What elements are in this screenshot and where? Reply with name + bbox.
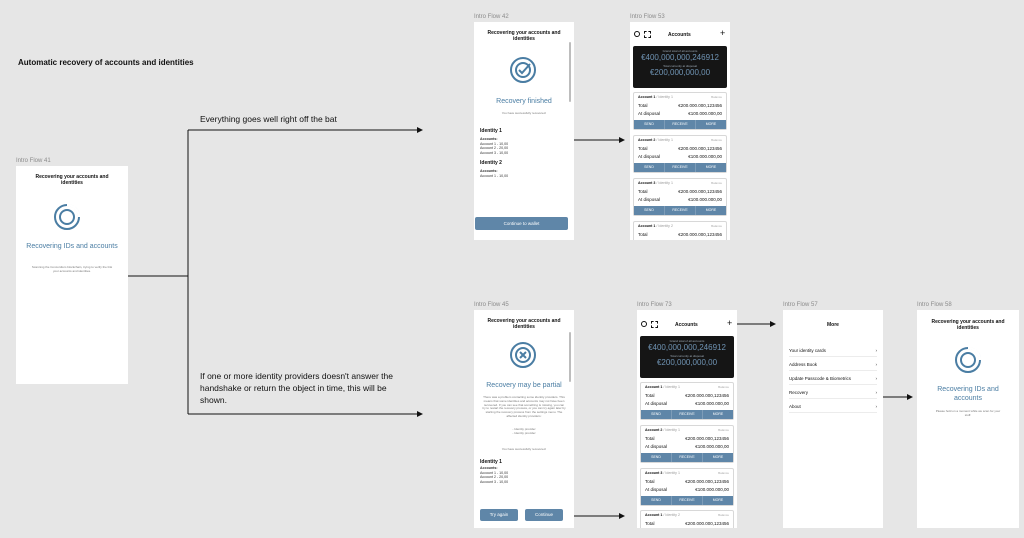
identity-1-accounts: Accounts: Account 1 - 10,00 Account 2 - 20,00 Account 3 - 10,00 [480, 137, 509, 155]
frame-label-42: Intro Flow 42 [474, 14, 509, 20]
identity-1-title: Identity 1 [480, 128, 502, 134]
account-card[interactable]: Account 1 / Identity 2 Balance Total €200.000.000,123456 [640, 510, 734, 528]
recovery-finished-check-icon [508, 55, 538, 85]
more-button[interactable]: MORE [705, 208, 717, 212]
chevron-right-icon: › [875, 376, 877, 381]
send-button[interactable]: SEND [641, 453, 672, 462]
send-button[interactable]: SEND [634, 206, 665, 215]
scan-qr-icon[interactable] [651, 321, 658, 328]
chevron-right-icon: › [875, 390, 877, 395]
screen-header: Recovering your accounts and identities [487, 318, 561, 330]
menu-item-recovery[interactable]: Recovery › [789, 390, 877, 399]
scrollbar[interactable] [569, 332, 571, 382]
receive-button[interactable]: RECEIVE [665, 163, 696, 172]
screen-intro-flow-58 [917, 310, 1019, 528]
account-card[interactable]: Account 1 / Identity 1 Balance Total €200.000.000,123456 At disposal €100.000.000,00 SEND RECEIVE MORE [640, 382, 734, 420]
affected-providers: - Identity provider - Identity provider [512, 427, 536, 435]
status-subtitle: You have successfully recovered: [501, 111, 547, 115]
send-button[interactable]: SEND [634, 163, 665, 172]
identity-2-accounts: Accounts: Account 1 - 10,00 [480, 169, 509, 178]
scrollbar[interactable] [569, 42, 571, 102]
account-card[interactable]: Account 2 / Identity 1 Balance Total €200.000.000,123456 At disposal €100.000.000,00 SEND RECEIVE MORE [633, 135, 727, 173]
screen-header: Recovering your accounts and identities [931, 319, 1005, 331]
status-title: Recovery finished [496, 98, 552, 105]
identity-1-accounts: Accounts: Account 1 - 10,00 Account 2 - 20,00 Account 3 - 10,00 [480, 466, 509, 484]
frame-label-53: Intro Flow 53 [630, 14, 665, 20]
recovering-spinner-icon [52, 202, 82, 232]
identity-1-title: Identity 1 [480, 459, 502, 465]
receive-button[interactable]: RECEIVE [672, 496, 703, 505]
status-subtitle: You have successfully recovered: [501, 447, 547, 451]
chevron-right-icon: › [875, 348, 877, 353]
grand-total-card: Grand total of all accounts €400,000,000,246912 Total currently at disposal €200,000,000,00 [633, 46, 727, 88]
scan-qr-icon[interactable] [644, 31, 651, 38]
grand-total-card: Grand total of all accounts €400,000,000,246912 Total currently at disposal €200,000,000,00 [640, 336, 734, 378]
receive-button[interactable]: RECEIVE [665, 206, 696, 215]
more-button[interactable]: MORE [705, 165, 717, 169]
receive-button[interactable]: RECEIVE [672, 453, 703, 462]
receive-button[interactable]: RECEIVE [672, 410, 703, 419]
accounts-title: Accounts [668, 32, 691, 38]
screen-header: Recovering your accounts and identities [35, 174, 109, 186]
screen-intro-flow-57 [783, 310, 883, 528]
status-title: Recovering IDs and accounts [937, 386, 999, 402]
screen-intro-flow-73 [637, 310, 737, 528]
menu-item-identity-cards[interactable]: Your identity cards › [789, 348, 877, 357]
frame-label-41: Intro Flow 41 [16, 158, 51, 164]
send-button[interactable]: SEND [641, 496, 672, 505]
account-card[interactable]: Account 1 / Identity 1 Balance Total €200.000.000,123456 At disposal €100.000.000,00 SEND RECEIVE MORE [633, 92, 727, 130]
identity-2-title: Identity 2 [480, 160, 502, 166]
send-button[interactable]: SEND [641, 410, 672, 419]
account-card[interactable]: Account 3 / Identity 1 Balance Total €200.000.000,123456 At disposal €100.000.000,00 SEND RECEIVE MORE [633, 178, 727, 216]
add-account-plus-icon[interactable]: + [727, 318, 733, 328]
account-card[interactable]: Account 2 / Identity 1 Balance Total €200.000.000,123456 At disposal €100.000.000,00 SEND RECEIVE MORE [640, 425, 734, 463]
more-button[interactable]: MORE [705, 122, 717, 126]
add-account-plus-icon[interactable]: + [720, 28, 726, 38]
recovery-partial-x-icon [508, 340, 538, 370]
chevron-right-icon: › [875, 404, 877, 409]
more-title: More [827, 322, 839, 328]
screen-header: Recovering your accounts and identities [487, 30, 561, 42]
recovering-spinner-icon [953, 345, 983, 375]
status-subtitle: Please hold on a moment while we scan for your stuff. [935, 409, 1001, 417]
accounts-title: Accounts [675, 322, 698, 328]
status-subtitle: Scanning the Concordium blockchain, trying to verify the link your accounts and identities. [31, 265, 113, 273]
more-button[interactable]: MORE [712, 455, 724, 459]
frame-label-58: Intro Flow 58 [917, 302, 952, 308]
screen-intro-flow-53 [630, 22, 730, 240]
menu-item-address-book[interactable]: Address Book › [789, 362, 877, 371]
continue-to-wallet-button[interactable]: Continue to wallet [475, 217, 568, 230]
more-button[interactable]: MORE [712, 498, 724, 502]
status-title: Recovery may be partial [486, 382, 562, 389]
account-card[interactable]: Account 1 / Identity 2 Balance Total €200.000.000,123456 [633, 221, 727, 240]
annotation-failure: If one or more identity providers doesn't answer the handshake or return the object in time, this will be shown. [200, 371, 393, 405]
menu-item-about[interactable]: About › [789, 404, 877, 413]
screen-intro-flow-45 [474, 310, 574, 528]
frame-label-45: Intro Flow 45 [474, 302, 509, 308]
chevron-right-icon: › [875, 362, 877, 367]
status-title: Recovering IDs and accounts [26, 243, 118, 250]
page-title: Automatic recovery of accounts and identities [18, 58, 194, 67]
frame-label-57: Intro Flow 57 [783, 302, 818, 308]
frame-label-73: Intro Flow 73 [637, 302, 672, 308]
settings-circle-icon[interactable] [641, 321, 647, 327]
more-button[interactable]: MORE [712, 412, 724, 416]
partial-recovery-explanation: There was a problem contacting some identity providers. This means that some identities and accounts may not have been recovered. If you can see that something is missing, you can try to restart the recovery process, or you can try again later by starting the recovery process from the settings menu. The affected identity providers: [482, 395, 566, 418]
settings-circle-icon[interactable] [634, 31, 640, 37]
receive-button[interactable]: RECEIVE [665, 120, 696, 129]
annotation-success: Everything goes well right off the bat [200, 114, 337, 124]
continue-button[interactable]: Continue [525, 509, 563, 521]
menu-item-update-passcode[interactable]: Update Passcode & Biometrics › [789, 376, 877, 385]
screen-intro-flow-42 [474, 22, 574, 240]
screen-intro-flow-41 [16, 166, 128, 384]
account-card[interactable]: Account 3 / Identity 1 Balance Total €200.000.000,123456 At disposal €100.000.000,00 SEND RECEIVE MORE [640, 468, 734, 506]
try-again-button[interactable]: Try again [480, 509, 518, 521]
send-button[interactable]: SEND [634, 120, 665, 129]
